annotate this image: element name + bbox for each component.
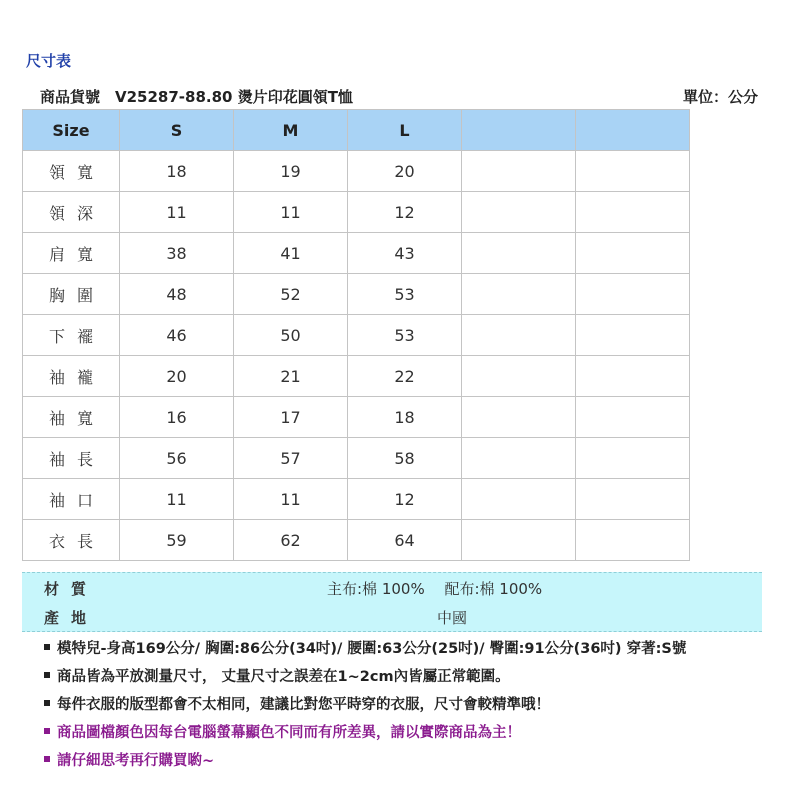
row-label: 胸圍: [23, 274, 120, 315]
row-label: 領寬: [23, 151, 120, 192]
table-cell: [576, 192, 690, 233]
table-cell: 21: [234, 356, 348, 397]
row-label: 衣長: [23, 520, 120, 561]
note-item: [44, 638, 686, 666]
table-cell: 11: [234, 192, 348, 233]
table-row: [23, 479, 690, 520]
origin-value: 中國: [436, 609, 467, 627]
note-item: [44, 694, 686, 722]
table-cell: 43: [348, 233, 462, 274]
table-row: [23, 438, 690, 479]
table-cell: [462, 356, 576, 397]
table-cell: [576, 397, 690, 438]
table-cell: [576, 233, 690, 274]
table-row: [23, 356, 690, 397]
header-l: L: [348, 110, 462, 151]
info-box: [22, 572, 762, 632]
row-label: 肩寬: [23, 233, 120, 274]
table-cell: [462, 479, 576, 520]
table-cell: 18: [348, 397, 462, 438]
table-row: [23, 274, 690, 315]
material-row: [22, 573, 762, 602]
table-cell: 38: [120, 233, 234, 274]
table-cell: 56: [120, 438, 234, 479]
bullet-square-icon: [44, 756, 50, 762]
header-s: S: [120, 110, 234, 151]
row-label: 袖口: [23, 479, 120, 520]
table-cell: 57: [234, 438, 348, 479]
table-cell: [462, 151, 576, 192]
row-label: 袖襱: [23, 356, 120, 397]
unit-label: 單位：公分: [682, 88, 758, 106]
table-row: [23, 315, 690, 356]
note-text: 模特兒-身高169公分/ 胸圍:86公分(34吋)/ 腰圍:63公分(25吋)/ 臀圍:91公分(36吋) 穿著:S號: [57, 641, 687, 657]
row-label: 下襬: [23, 315, 120, 356]
table-cell: 11: [120, 479, 234, 520]
table-cell: [462, 438, 576, 479]
row-label: 袖寬: [23, 397, 120, 438]
origin-row: [22, 602, 762, 631]
size-table: [22, 109, 690, 561]
table-cell: 53: [348, 315, 462, 356]
note-text: 每件衣服的版型都會不太相同，建議比對您平時穿的衣服，尺寸會較精準哦！: [57, 697, 550, 713]
origin-label: 產地: [44, 609, 99, 627]
table-cell: [462, 315, 576, 356]
header-empty-2: [576, 110, 690, 151]
note-item: [44, 750, 686, 778]
table-cell: [462, 274, 576, 315]
table-cell: [462, 397, 576, 438]
table-cell: 22: [348, 356, 462, 397]
bullet-square-icon: [44, 672, 50, 678]
table-row: [23, 151, 690, 192]
table-cell: [462, 233, 576, 274]
header-size: Size: [23, 110, 120, 151]
table-cell: 52: [234, 274, 348, 315]
table-cell: 64: [348, 520, 462, 561]
table-cell: [462, 520, 576, 561]
table-cell: 48: [120, 274, 234, 315]
table-cell: 20: [348, 151, 462, 192]
table-cell: 12: [348, 479, 462, 520]
note-item: [44, 722, 686, 750]
table-row: [23, 520, 690, 561]
table-cell: [576, 274, 690, 315]
table-cell: 41: [234, 233, 348, 274]
row-label: 袖長: [23, 438, 120, 479]
table-cell: [576, 438, 690, 479]
note-text: 請仔細思考再行購買喲~: [57, 753, 215, 769]
table-cell: [576, 315, 690, 356]
table-cell: 20: [120, 356, 234, 397]
notes-list: [44, 638, 686, 778]
table-cell: [576, 356, 690, 397]
table-cell: 59: [120, 520, 234, 561]
table-cell: [576, 520, 690, 561]
note-item: [44, 666, 686, 694]
bullet-square-icon: [44, 728, 50, 734]
header-empty-1: [462, 110, 576, 151]
table-cell: [576, 151, 690, 192]
table-cell: 16: [120, 397, 234, 438]
table-cell: 11: [120, 192, 234, 233]
table-cell: 11: [234, 479, 348, 520]
table-cell: 19: [234, 151, 348, 192]
table-cell: 53: [348, 274, 462, 315]
table-cell: [576, 479, 690, 520]
bullet-square-icon: [44, 644, 50, 650]
table-cell: 50: [234, 315, 348, 356]
table-cell: 62: [234, 520, 348, 561]
table-cell: [462, 192, 576, 233]
table-row: [23, 192, 690, 233]
table-row: [23, 397, 690, 438]
note-text: 商品皆為平放測量尺寸， 丈量尺寸之誤差在1~2cm內皆屬正常範圍。: [57, 669, 510, 685]
product-number: 商品貨號 V25287-88.80 燙片印花圓領T恤: [40, 88, 353, 106]
table-cell: 58: [348, 438, 462, 479]
note-text: 商品圖檔顏色因每台電腦螢幕顯色不同而有所差異，請以實際商品為主！: [57, 725, 521, 741]
table-cell: 17: [234, 397, 348, 438]
table-row: [23, 233, 690, 274]
table-cell: 46: [120, 315, 234, 356]
page-title: 尺寸表: [26, 52, 72, 70]
row-label: 領深: [23, 192, 120, 233]
material-label: 材質: [44, 580, 99, 598]
table-cell: 18: [120, 151, 234, 192]
table-cell: 12: [348, 192, 462, 233]
size-header-row: [23, 110, 690, 151]
header-m: M: [234, 110, 348, 151]
material-value: 主布:棉 100% 配布:棉 100%: [327, 580, 543, 598]
bullet-square-icon: [44, 700, 50, 706]
